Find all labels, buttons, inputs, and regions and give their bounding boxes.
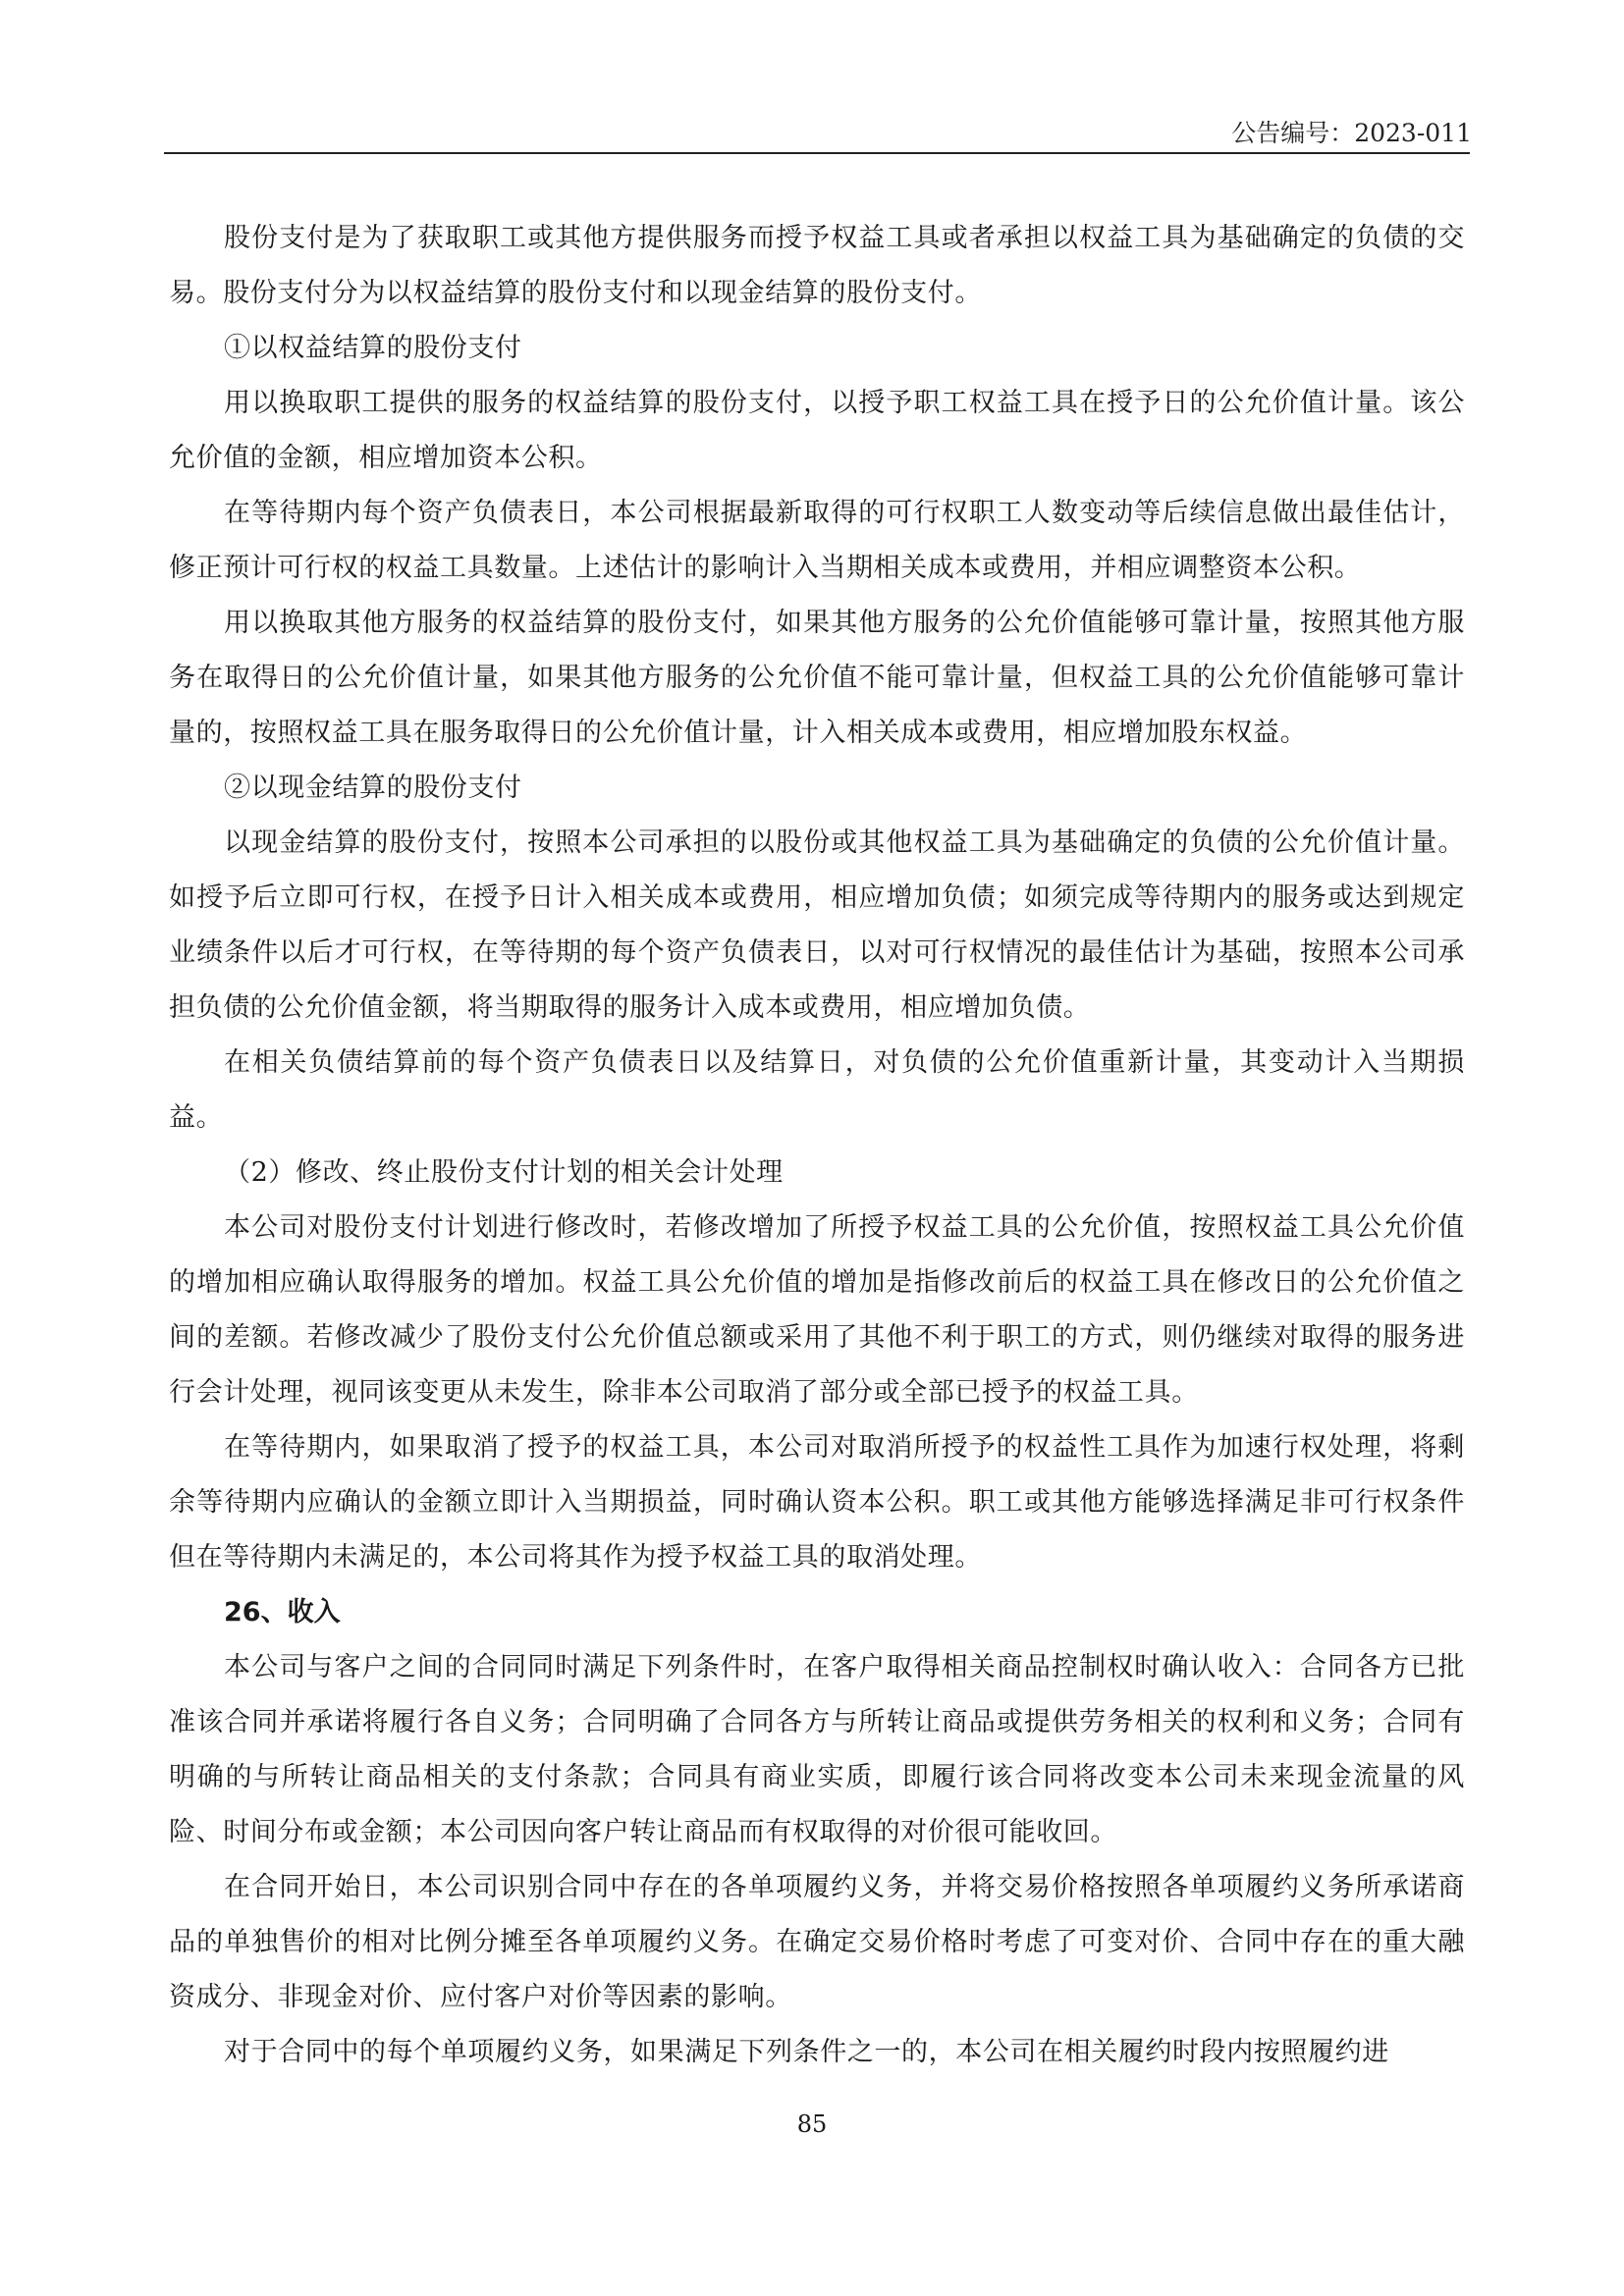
paragraph-equity-settled-employees: 用以换取职工提供的服务的权益结算的股份支付，以授予职工权益工具在授予日的公允价值计量。该公允价值的金额，相应增加资本公积。 [169, 388, 1465, 473]
subheading-cash-settled: ②以现金结算的股份支付 [224, 773, 522, 803]
paragraph-cash-settled: 以现金结算的股份支付，按照本公司承担的以股份或其他权益工具为基础确定的负债的公允价值计量。如授予后立即可行权，在授予日计入相关成本或费用，相应增加负债；如须完成等待期内的服务或达到规定业绩条件以后才可行权，在等待期的每个资产负债表日，以对可行权情况的最佳估计为基础，按照本公司承担负债的公允价值金额，将当期取得的服务计入成本或费用，相应增加负债。 [169, 828, 1465, 1023]
paragraph-plan-cancellation: 在等待期内，如果取消了授予的权益工具，本公司对取消所授予的权益性工具作为加速行权处理，将剩余等待期内应确认的金额立即计入当期损益，同时确认资本公积。职工或其他方能够选择满足非可行权条件但在等待期内未满足的，本公司将其作为授予权益工具的取消处理。 [169, 1432, 1465, 1573]
subheading-equity-settled: ①以权益结算的股份支付 [224, 333, 522, 363]
paragraph-performance-obligations: 在合同开始日，本公司识别合同中存在的各单项履约义务，并将交易价格按照各单项履约义务所承诺商品的单独售价的相对比例分摊至各单项履约义务。在确定交易价格时考虑了可变对价、合同中存在的重大融资成分、非现金对价、应付客户对价等因素的影响。 [169, 1872, 1465, 2012]
paragraph-equity-settled-other-parties: 用以换取其他方服务的权益结算的股份支付，如果其他方服务的公允价值能够可靠计量，按照其他方服务在取得日的公允价值计量，如果其他方服务的公允价值不能可靠计量，但权益工具的公允价值能够可靠计量的，按照权益工具在服务取得日的公允价值计量，计入相关成本或费用，相应增加股东权益。 [169, 608, 1465, 748]
paragraph-share-payment-definition: 股份支付是为了获取职工或其他方提供服务而授予权益工具或者承担以权益工具为基础确定的负债的交易。股份支付分为以权益结算的股份支付和以现金结算的股份支付。 [169, 223, 1465, 308]
announcement-number: 公告编号：2023-011 [1231, 119, 1472, 147]
section-heading-revenue: 26、收入 [224, 1597, 341, 1628]
paragraph-over-time-recognition: 对于合同中的每个单项履约义务，如果满足下列条件之一的，本公司在相关履约时段内按照履约进 [224, 2037, 1389, 2067]
header-divider [164, 152, 1470, 154]
paragraph-vesting-period-estimate: 在等待期内每个资产负债表日，本公司根据最新取得的可行权职工人数变动等后续信息做出最佳估计，修正预计可行权的权益工具数量。上述估计的影响计入当期相关成本或费用，并相应调整资本公积。 [169, 498, 1465, 583]
subheading-modification-termination: （2）修改、终止股份支付计划的相关会计处理 [224, 1157, 784, 1188]
paragraph-revenue-conditions: 本公司与客户之间的合同同时满足下列条件时，在客户取得相关商品控制权时确认收入：合同各方已批准该合同并承诺将履行各自义务；合同明确了合同各方与所转让商品或提供劳务相关的权利和义务；合同有明确的与所转让商品相关的支付条款；合同具有商业实质，即履行该合同将改变本公司未来现金流量的风险、时间分布或金额；本公司因向客户转让商品而有权取得的对价很可能收回。 [169, 1652, 1465, 1847]
page-number: 85 [796, 2110, 828, 2138]
paragraph-liability-remeasurement: 在相关负债结算前的每个资产负债表日以及结算日，对负债的公允价值重新计量，其变动计入当期损益。 [169, 1047, 1465, 1133]
document-body [169, 211, 1465, 2080]
paragraph-plan-modification: 本公司对股份支付计划进行修改时，若修改增加了所授予权益工具的公允价值，按照权益工具公允价值的增加相应确认取得服务的增加。权益工具公允价值的增加是指修改前后的权益工具在修改日的公允价值之间的差额。若修改减少了股份支付公允价值总额或采用了其他不利于职工的方式，则仍继续对取得的服务进行会计处理，视同该变更从未发生，除非本公司取消了部分或全部已授予的权益工具。 [169, 1212, 1465, 1408]
